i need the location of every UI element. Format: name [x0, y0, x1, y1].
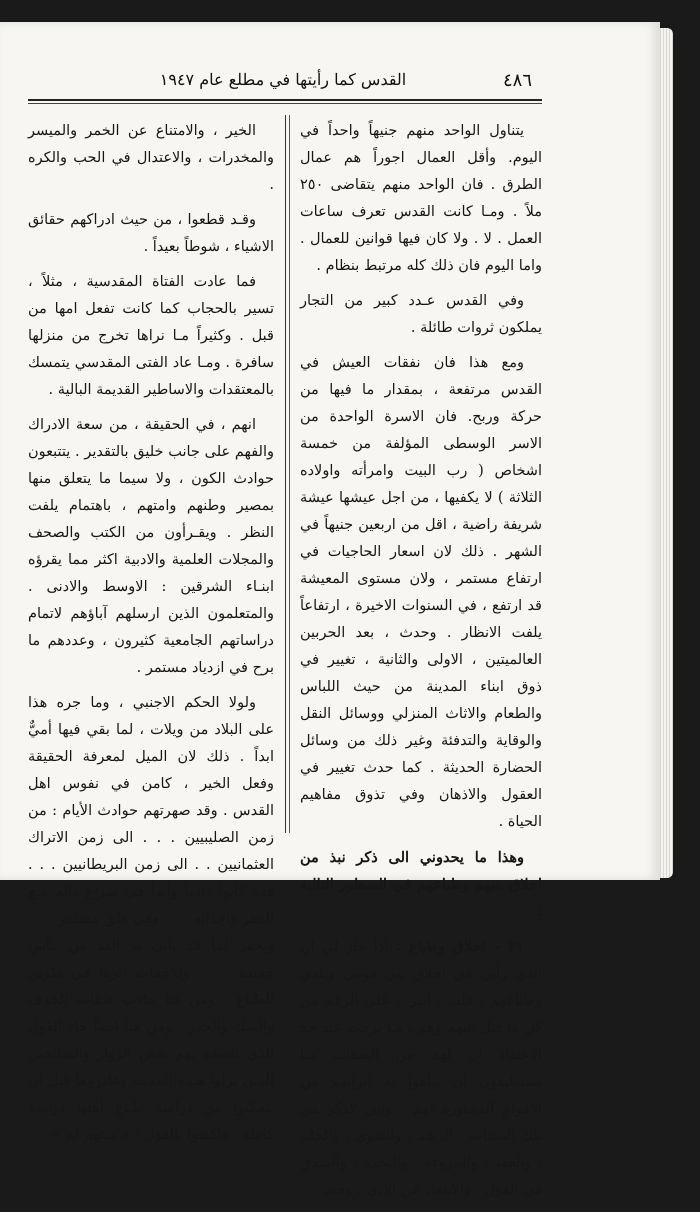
header-rule — [28, 99, 542, 101]
paragraph: يتناول الواحد منهم جنيهاً واحداً في اليوم. وأقل العمال اجوراً هم عمال الطرق . فان الواحد منهم يتقاضى ٢٥٠ ملاً . ومـا كانت القدس تعرف ساعات العمل . لا . ولا كان فيها قوانين للعمال . واما اليوم فان ذلك كله مرتبط بنظام . — [300, 123, 542, 274]
paragraph: ولولا الحكم الاجنبي ، وما جره هذا على البلاد من ويلات ، لما بقي فيها أميٌّ ابداً . ذلك لان الميل لمعرفة الحقيقة وفعل الخير ، كامن في نفوس اهل القدس . وقد صهرتهم حوادث الأيام : من زمن الصليبيين . . . الى زمن الاتراك العثمانيين . . الى زمن البريطانيين . . . فقد كانوا دائماً وأبداً في صراع دائم مـع الدهر واحداثه . . . وفي قلق مستمر . . . وتحفز لما قد يأتي به الغد من مآس جديدة . . . وللاحداث اثرها في تكوين الطباع . ومن هنا جاءت صفات الخوف والشك والحذر . ومن هنا ايضاً جاء القول الذي الصقه بهم بعض الزوار والسائحين الذين نزلوا هـذه المدينة وغادروها قبل ان يتمكنوا من دراسة طباع أهلها دراسة كاملة . فاكتفوا بالقول : « ميتهم لم » — [28, 695, 274, 1143]
paragraph: وقـد قطعوا ، من حيث ادراكهم حقائق الاشياء ، شوطاً بعيداً . — [28, 212, 274, 255]
section-paragraph — [300, 933, 542, 1204]
section-text: اذا جاز لي ان ابدي رأيي في اخلاق بني قومي وبلدي وطباعهم ، قلت : انني ، على الرغم من كل ما قيل عنهم وهم ، مـا برحت عند حد الاعتقاد ان لهم من الصفات مـا يستطيعون ان يباهوا به اترابهم من الاقوام المجاورة لهم . واني لاذكر من تلك الصفات : الزهـد ، والتقوى ، والحلم ، والعفة ، والمروءة ، والنجدة ، والصدق في القول ، والابتعاد عن الاذى ، وحب — [300, 939, 542, 1198]
paragraph: انهم ، في الحقيقة ، من سعة الادراك والفهم على جانب خليق بالتقدير . يتتبعون حوادث الكون ، ولا سيما ما يتعلق منها بمصير وطنهم وامتهم ، باهتمام يلفت النظر . ويقـرأون من الكتب والصحف والمجلات العلمية والادبية اكثر مما يقرؤه ابنـاء الشرقين : الاوسط والادنى . والمتعلمون الذين ارسلهم آباؤهم لاتمام دراساتهم الجامعية كثيرون ، وعددهم ما برح في ازدياد مستمر . — [28, 417, 274, 676]
section-heading: ٣١ – اخلاق وطباع : — [395, 938, 525, 955]
running-title: القدس كما رأيتها في مطلع عام ١٩٤٧ — [159, 70, 407, 89]
column-divider-inner — [289, 115, 290, 833]
paragraph: فما عادت الفتاة المقدسية ، مثلاً ، تسير بالحجاب كما كانت تفعل امها من قبل . وكثيراً مـا نراها تخرج من منزلها سافرة . ومـا عاد الفتى المقدسي يتمسك بالمعتقدات والاساطير القديمة البالية . — [28, 274, 274, 398]
page-number: ٤٨٦ — [502, 70, 532, 91]
left-column — [28, 118, 274, 1157]
paragraph: ومع هذا فان نفقات العيش في القدس مرتفعة ، بمقدار ما فيها من حركة وربح. فان الاسرة الواحدة من الاسر الوسطى المؤلفة من خمسة اشخاص ( رب البيت وامرأته واولاده الثلاثة ) لا يكفيها ، من اجل عيشها عيشة شريفة راضية ، اقل من اربعين جنيهاً في الشهر . ذلك لان اسعار الحاجيات في ارتفاع مستمر ، ولان مستوى المعيشة قد ارتفع ، في السنوات الاخيرة ، ارتفاعاً يلفت الانظار . وحدث ، بعد الحربين العالميتين ، الاولى والثانية ، تغيير في ذوق ابناء المدينة من حيث اللباس والطعام والاثاث المنزلي ووسائل النقل والوقاية والتدفئة وغير ذلك من وسائل الحضارة الحديثة . كما حدث تغيير في العقول والاذهان وفي تذوق مفاهيم الحياة . — [300, 355, 542, 830]
header-rule-thin — [28, 103, 542, 104]
page-header — [28, 68, 538, 96]
paragraph-intro: وهذا ما يحدوني الى ذكر نبذ من اخلاق بنيهم وطباعهم في السطور التالية : — [300, 849, 542, 920]
right-column — [300, 118, 542, 1212]
column-divider — [285, 115, 286, 833]
paragraph: الخير ، والامتناع عن الخمر والميسر والمخدرات ، والاعتدال في الحب والكره . — [28, 123, 274, 193]
paragraph: وفي القدس عـدد كبير من التجار يملكون ثروات طائلة . — [300, 293, 542, 336]
